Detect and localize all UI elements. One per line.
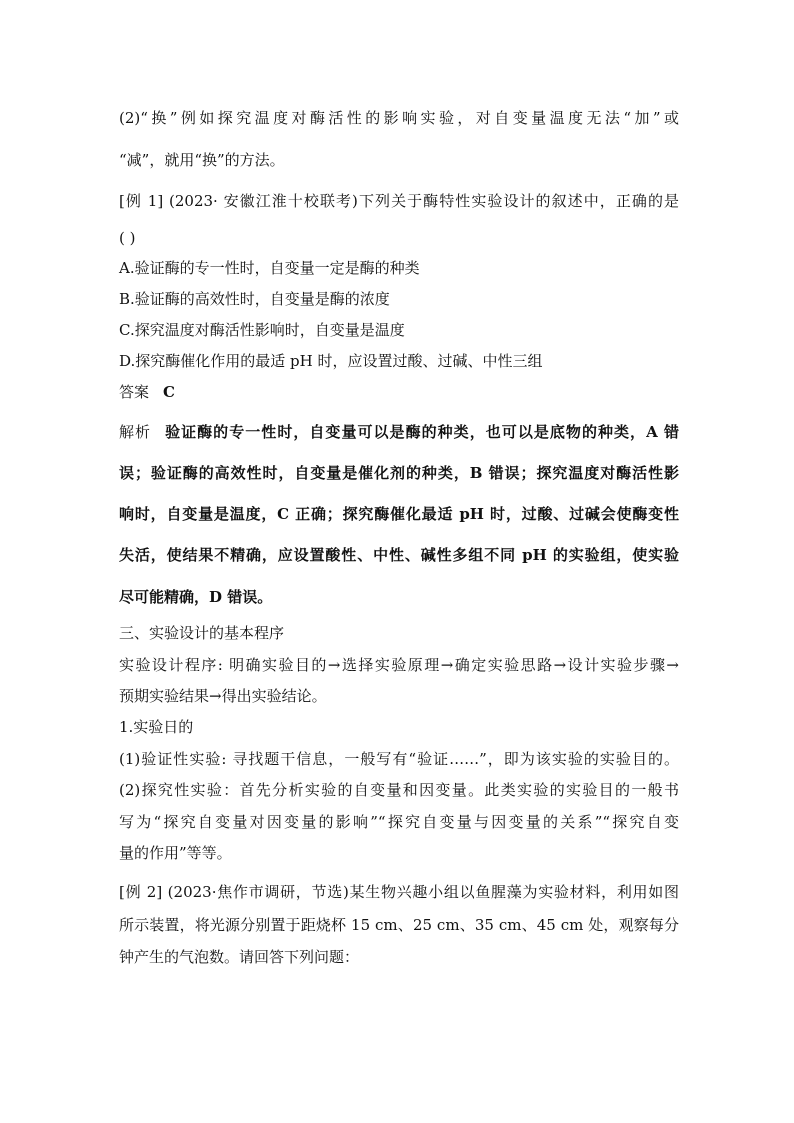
example2-line-2: 所示装置，将光源分别置于距烧杯 15 cm、25 cm、35 cm、45 cm 处，观察每分	[119, 916, 679, 934]
example1-stem: [例 1] (2023· 安徽江淮十校联考)下列关于酶特性实验设计的叙述中，正确的是	[119, 192, 679, 210]
example1-answer	[119, 382, 679, 402]
example1-option-d: D.探究酶催化作用的最适 pH 时，应设置过酸、过碱、中性三组	[119, 352, 543, 370]
section3-heading: 三、实验设计的基本程序	[119, 624, 285, 642]
procedure-line-2: 预期实验结果→得出实验结论。	[119, 687, 327, 705]
analysis-line-5: 尽可能精确，D 错误。	[119, 588, 273, 606]
example1-option-c: C.探究温度对酶活性影响时，自变量是温度	[119, 321, 405, 339]
item2-line-3: 量的作用”等等。	[119, 844, 232, 862]
example1-option-b: B.验证酶的高效性时，自变量是酶的浓度	[119, 290, 390, 308]
answer-label: 答案	[119, 383, 150, 401]
answer-value: C	[163, 383, 175, 401]
analysis-text-1: 验证酶的专一性时，自变量可以是酶的种类，也可以是底物的种类，A 错	[165, 423, 679, 441]
analysis-line-2: 误；验证酶的高效性时，自变量是催化剂的种类，B 错误；探究温度对酶活性影	[119, 464, 679, 482]
example2-line-1: [例 2] (2023·焦作市调研，节选)某生物兴趣小组以鱼腥藻为实验材料，利用如图	[119, 883, 679, 901]
procedure-line-1: 实验设计程序: 明确实验目的→选择实验原理→确定实验思路→设计实验步骤→	[119, 656, 679, 674]
sub1-heading: 1.实验日的	[119, 718, 194, 736]
analysis-line-3: 响时，自变量是温度，C 正确；探究酶催化最适 pH 时，过酸、过碱会使酶变性	[119, 505, 679, 523]
example2-line-3: 钟产生的气泡数。请回答下列问题：	[119, 948, 360, 966]
analysis-line-1	[119, 422, 679, 442]
analysis-label: 解析	[119, 423, 152, 441]
analysis-line-4: 失活，使结果不精确，应设置酸性、中性、碱性多组不同 pH 的实验组，使实验	[119, 546, 679, 564]
example1-option-a: A.验证酶的专一性时，自变量一定是酶的种类	[119, 259, 420, 277]
intro-line-2: “减”，就用“换”的方法。	[119, 151, 285, 169]
item2-line-2: 写为“探究自变量对因变量的影响”“探究自变量与因变量的关系”“探究自变	[119, 813, 679, 831]
item2-line-1: (2)探究性实验：首先分析实验的自变量和因变量。此类实验的实验目的一般书	[119, 781, 679, 799]
example1-answer-blank: ( )	[119, 229, 136, 247]
intro-line-1: (2)“换”例如探究温度对酶活性的影响实验，对自变量温度无法“加”或	[119, 109, 679, 127]
item1-verification: (1)验证性实验: 寻找题干信息，一般写有“验证……”，即为该实验的实验目的。	[119, 750, 679, 768]
